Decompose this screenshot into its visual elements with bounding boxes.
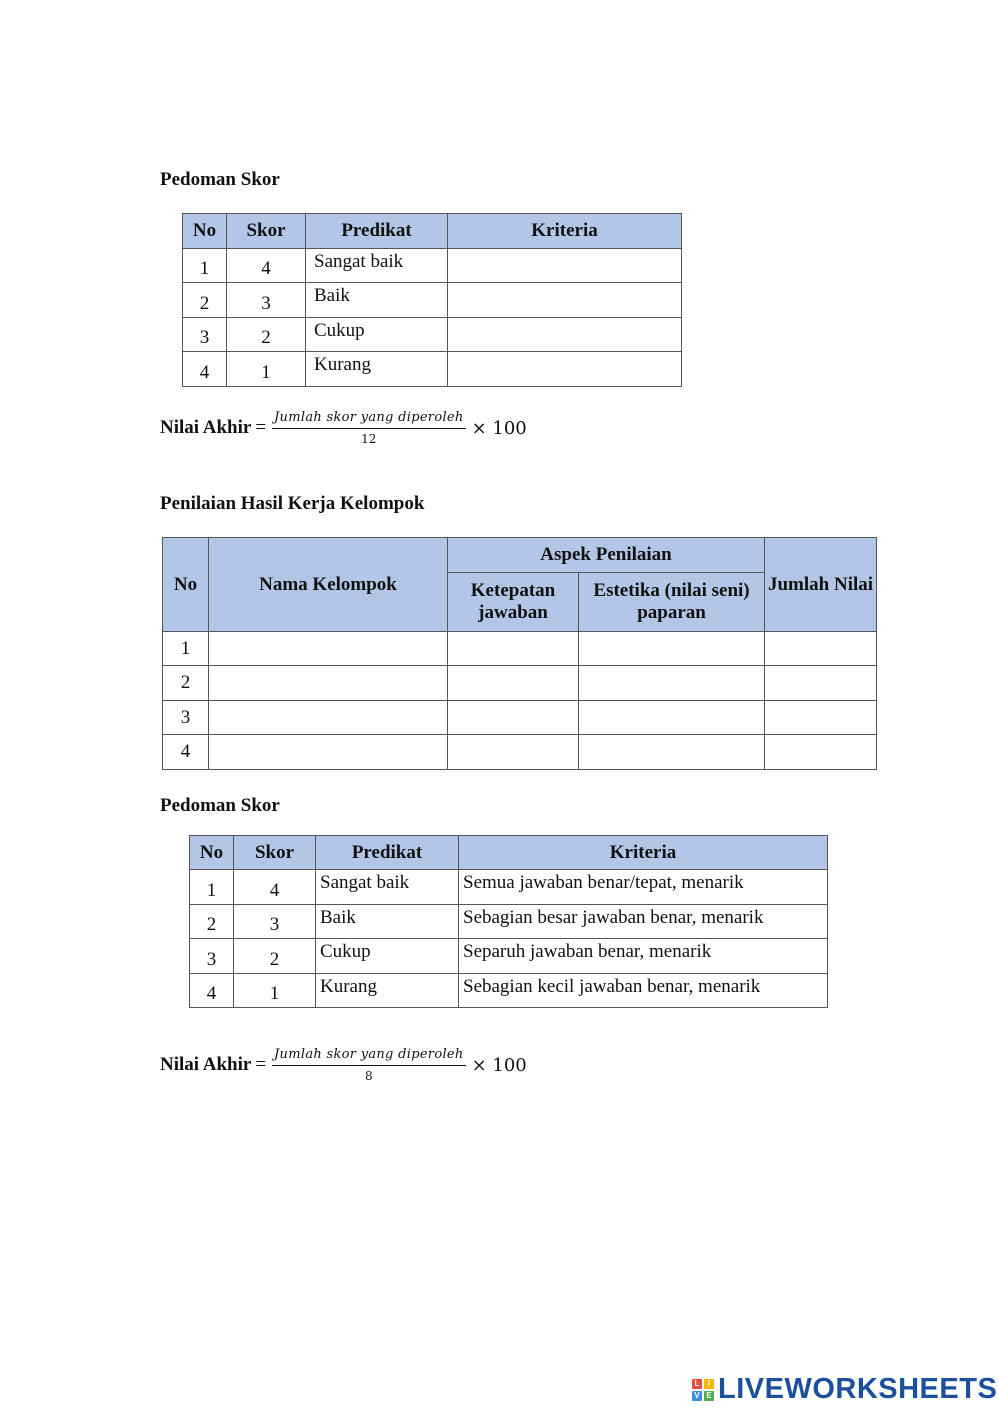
final-score-formula-1: [160, 410, 527, 446]
cell-jumlah[interactable]: [765, 735, 877, 770]
table-row: [190, 974, 828, 1008]
header-kriteria: Kriteria: [459, 836, 828, 870]
logo-letter: E: [704, 1391, 714, 1401]
cell-skor: 4: [234, 870, 316, 905]
cell-no: 1: [163, 632, 209, 666]
cell-estetika[interactable]: [579, 632, 765, 666]
cell-kriteria: Sebagian kecil jawaban benar, menarik: [459, 974, 828, 1008]
score-guide-table-1: [182, 213, 682, 387]
cell-skor: 2: [234, 939, 316, 974]
header-no: No: [183, 214, 227, 249]
cell-ketepatan[interactable]: [448, 632, 579, 666]
cell-no: 3: [190, 939, 234, 974]
table-row: [183, 352, 682, 387]
header-jumlah-nilai: Jumlah Nilai: [765, 538, 877, 632]
cell-no: 2: [163, 666, 209, 701]
cell-predikat: Sangat baik: [306, 249, 448, 283]
formula-numerator: Jumlah skor yang diperoleh: [272, 1047, 466, 1066]
cell-skor: 1: [227, 352, 306, 387]
formula-label: Nilai Akhir: [160, 1054, 252, 1075]
header-no: No: [190, 836, 234, 870]
cell-predikat: Cukup: [316, 939, 459, 974]
header-aspek-penilaian: Aspek Penilaian: [448, 538, 765, 573]
header-skor: Skor: [227, 214, 306, 249]
cell-no: 2: [183, 283, 227, 318]
cell-nama-kelompok[interactable]: [209, 632, 448, 666]
cell-no: 4: [183, 352, 227, 387]
formula-multiplier: × 100: [471, 1054, 527, 1076]
logo-letter: I: [704, 1379, 714, 1389]
cell-estetika[interactable]: [579, 735, 765, 770]
table-row: [183, 249, 682, 283]
formula-numerator: Jumlah skor yang diperoleh: [272, 410, 466, 429]
table-row: [163, 735, 877, 770]
header-predikat: Predikat: [306, 214, 448, 249]
cell-predikat: Kurang: [306, 352, 448, 387]
table-row: [190, 905, 828, 939]
cell-predikat: Baik: [316, 905, 459, 939]
table-row: [163, 666, 877, 701]
cell-predikat: Baik: [306, 283, 448, 318]
header-no: No: [163, 538, 209, 632]
section3-heading: Pedoman Skor: [160, 795, 280, 816]
formula-equals: =: [255, 417, 267, 438]
liveworksheets-logo[interactable]: [692, 1373, 997, 1406]
cell-kriteria[interactable]: [448, 249, 682, 283]
cell-nama-kelompok[interactable]: [209, 701, 448, 735]
table-row: [163, 701, 877, 735]
table-row: [190, 870, 828, 905]
cell-skor: 1: [234, 974, 316, 1008]
formula-denominator: 12: [361, 432, 377, 446]
cell-skor: 2: [227, 318, 306, 352]
section2-heading: Penilaian Hasil Kerja Kelompok: [160, 493, 425, 514]
score-guide-table-2: [189, 835, 828, 1008]
cell-jumlah[interactable]: [765, 701, 877, 735]
header-nama-kelompok: Nama Kelompok: [209, 538, 448, 632]
cell-kriteria: Semua jawaban benar/tepat, menarik: [459, 870, 828, 905]
table-row: [163, 632, 877, 666]
cell-jumlah[interactable]: [765, 666, 877, 701]
formula-denominator: 8: [364, 1069, 373, 1083]
logo-letter: V: [692, 1391, 702, 1401]
group-assessment-table: [162, 537, 877, 770]
cell-kriteria[interactable]: [448, 352, 682, 387]
logo-letter: L: [692, 1379, 702, 1389]
cell-predikat: Cukup: [306, 318, 448, 352]
cell-kriteria: Separuh jawaban benar, menarik: [459, 939, 828, 974]
header-skor: Skor: [234, 836, 316, 870]
cell-ketepatan[interactable]: [448, 735, 579, 770]
cell-skor: 3: [227, 283, 306, 318]
cell-no: 2: [190, 905, 234, 939]
cell-ketepatan[interactable]: [448, 666, 579, 701]
cell-no: 4: [163, 735, 209, 770]
table-row: [183, 283, 682, 318]
cell-jumlah[interactable]: [765, 632, 877, 666]
header-kriteria: Kriteria: [448, 214, 682, 249]
logo-mark-icon: [692, 1379, 714, 1401]
formula-equals: =: [255, 1054, 267, 1075]
cell-no: 3: [183, 318, 227, 352]
logo-text: LIVEWORKSHEETS: [718, 1373, 998, 1405]
formula-label: Nilai Akhir: [160, 417, 252, 438]
cell-no: 3: [163, 701, 209, 735]
final-score-formula-2: [160, 1047, 527, 1083]
cell-kriteria[interactable]: [448, 318, 682, 352]
cell-nama-kelompok[interactable]: [209, 735, 448, 770]
cell-predikat: Sangat baik: [316, 870, 459, 905]
cell-estetika[interactable]: [579, 666, 765, 701]
table-row: [190, 939, 828, 974]
cell-no: 1: [190, 870, 234, 905]
cell-ketepatan[interactable]: [448, 701, 579, 735]
cell-kriteria: Sebagian besar jawaban benar, menarik: [459, 905, 828, 939]
cell-no: 1: [183, 249, 227, 283]
formula-multiplier: × 100: [471, 417, 527, 439]
header-ketepatan-jawaban: Ketepatan jawaban: [448, 573, 579, 632]
header-estetika: Estetika (nilai seni) paparan: [579, 573, 765, 632]
cell-kriteria[interactable]: [448, 283, 682, 318]
cell-skor: 3: [234, 905, 316, 939]
section1-heading: Pedoman Skor: [160, 169, 280, 190]
cell-skor: 4: [227, 249, 306, 283]
formula-fraction: [272, 1047, 466, 1083]
table-row: [183, 318, 682, 352]
cell-predikat: Kurang: [316, 974, 459, 1008]
header-predikat: Predikat: [316, 836, 459, 870]
cell-estetika[interactable]: [579, 701, 765, 735]
cell-no: 4: [190, 974, 234, 1008]
cell-nama-kelompok[interactable]: [209, 666, 448, 701]
formula-fraction: [272, 410, 466, 446]
